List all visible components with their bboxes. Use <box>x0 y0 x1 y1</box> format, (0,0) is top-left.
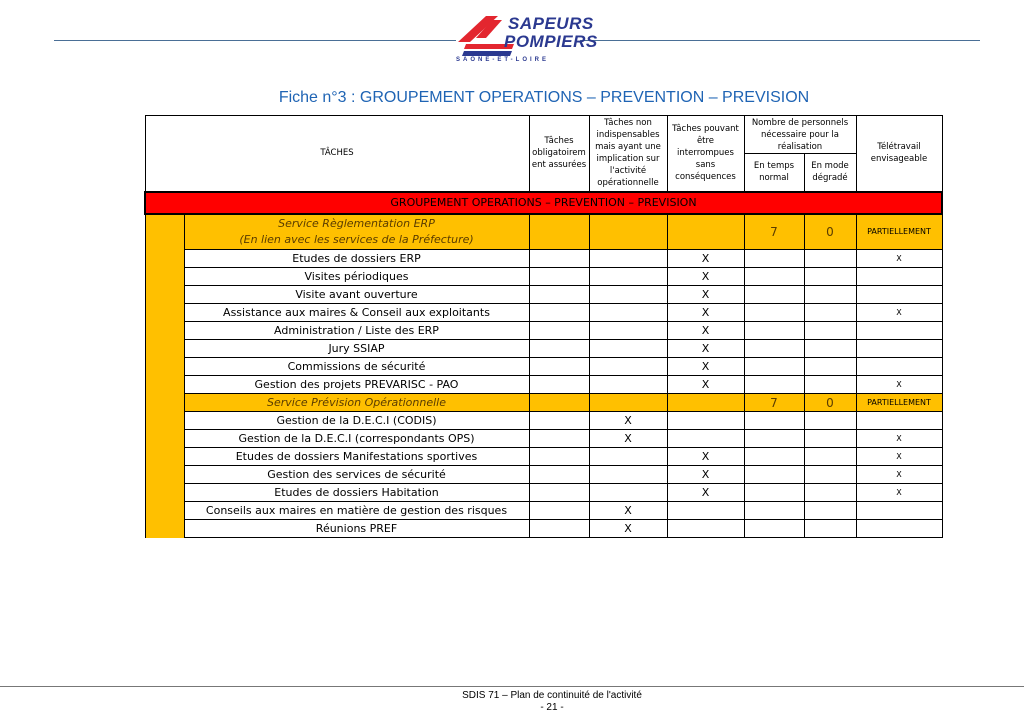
nonind-cell <box>589 322 667 340</box>
cell-empty <box>804 250 856 268</box>
task-name: Commissions de sécurité <box>184 358 529 376</box>
table-row <box>145 322 942 340</box>
page-number: - 21 - <box>540 702 564 713</box>
cell-empty <box>744 502 804 520</box>
group-row <box>145 192 942 214</box>
service-name-line2: (En lien avec les services de la Préfecture) <box>239 232 474 246</box>
table-row <box>145 466 942 484</box>
header-teletravail: Télétravail envisageable <box>856 116 942 192</box>
table-row <box>145 304 942 322</box>
interr-cell <box>667 430 744 448</box>
sdis-logo <box>452 12 598 70</box>
cell-empty <box>744 358 804 376</box>
nonind-cell <box>589 484 667 502</box>
task-name: Gestion de la D.E.C.I (CODIS) <box>184 412 529 430</box>
nonind-cell: X <box>589 520 667 538</box>
task-name: Etudes de dossiers Habitation <box>184 484 529 502</box>
header-taches: TÂCHES <box>145 116 529 192</box>
header-obligatoires: Tâches obligatoirem ent assurées <box>529 116 589 192</box>
obl-cell <box>529 376 589 394</box>
obl-cell <box>529 358 589 376</box>
tele-cell: X <box>856 304 942 322</box>
obl-cell <box>529 250 589 268</box>
service-name-line1: Service Règlementation ERP <box>278 216 435 230</box>
nonind-cell: X <box>589 412 667 430</box>
task-name: Administration / Liste des ERP <box>184 322 529 340</box>
task-name: Assistance aux maires & Conseil aux exploitants <box>184 304 529 322</box>
task-name: Conseils aux maires en matière de gestion des risques <box>184 502 529 520</box>
task-name: Etudes de dossiers Manifestations sportives <box>184 448 529 466</box>
cell-empty <box>529 394 589 412</box>
teletravail-value: PARTIELLEMENT <box>856 394 942 412</box>
cell-empty <box>589 394 667 412</box>
nonind-cell <box>589 358 667 376</box>
obl-cell <box>529 412 589 430</box>
tele-cell <box>856 268 942 286</box>
task-name: Gestion des projets PREVARISC - PAO <box>184 376 529 394</box>
tele-cell: X <box>856 466 942 484</box>
cell-empty <box>804 358 856 376</box>
obl-cell <box>529 286 589 304</box>
tele-cell <box>856 520 942 538</box>
tele-cell <box>856 340 942 358</box>
cell-empty <box>744 322 804 340</box>
cell-empty <box>744 466 804 484</box>
cell-empty <box>589 214 667 250</box>
header-row <box>145 116 942 154</box>
tele-cell <box>856 502 942 520</box>
cell-empty <box>744 448 804 466</box>
temps-normal-value: 7 <box>744 394 804 412</box>
interr-cell: X <box>667 286 744 304</box>
header-rule-left <box>54 40 456 41</box>
table-row <box>145 412 942 430</box>
nonind-cell <box>589 376 667 394</box>
tele-cell <box>856 358 942 376</box>
margin-cell <box>145 214 184 538</box>
teletravail-value: PARTIELLEMENT <box>856 214 942 250</box>
nonind-cell <box>589 466 667 484</box>
logo-text-pompiers: POMPIERS <box>504 32 598 51</box>
footer-text: SDIS 71 – Plan de continuité de l'activité <box>462 690 642 701</box>
table-row <box>145 268 942 286</box>
service-name-erp <box>184 214 529 250</box>
cell-empty <box>804 322 856 340</box>
obl-cell <box>529 268 589 286</box>
table-row <box>145 484 942 502</box>
table-row <box>145 520 942 538</box>
obl-cell <box>529 322 589 340</box>
page-title: Fiche n°3 : GROUPEMENT OPERATIONS – PREVENTION – PREVISION <box>278 89 810 106</box>
tele-cell: X <box>856 448 942 466</box>
nonind-cell <box>589 340 667 358</box>
cell-empty <box>804 340 856 358</box>
header-temps-normal: En temps normal <box>744 154 804 192</box>
cell-empty <box>804 304 856 322</box>
interr-cell <box>667 520 744 538</box>
header-non-indispensables: Tâches non indispensables mais ayant une implication sur l'activité opérationnelle <box>589 116 667 192</box>
tele-cell <box>856 286 942 304</box>
table-row <box>145 502 942 520</box>
cell-empty <box>744 250 804 268</box>
obl-cell <box>529 448 589 466</box>
task-name: Réunions PREF <box>184 520 529 538</box>
cell-empty <box>529 214 589 250</box>
obl-cell <box>529 484 589 502</box>
obl-cell <box>529 430 589 448</box>
cell-empty <box>804 430 856 448</box>
obl-cell <box>529 502 589 520</box>
cell-empty <box>744 340 804 358</box>
task-name: Gestion des services de sécurité <box>184 466 529 484</box>
interr-cell: X <box>667 466 744 484</box>
tele-cell: X <box>856 430 942 448</box>
table-row <box>145 286 942 304</box>
cell-empty <box>804 484 856 502</box>
tele-cell: X <box>856 484 942 502</box>
cell-empty <box>744 430 804 448</box>
cell-empty <box>804 502 856 520</box>
task-name: Gestion de la D.E.C.I (correspondants OPS) <box>184 430 529 448</box>
service-name-prevision: Service Prévision Opérationnelle <box>184 394 529 412</box>
cell-empty <box>804 268 856 286</box>
cell-empty <box>804 448 856 466</box>
logo-text-region: SAÔNE-ET-LOIRE <box>456 57 550 63</box>
task-name: Visites périodiques <box>184 268 529 286</box>
task-name: Jury SSIAP <box>184 340 529 358</box>
interr-cell: X <box>667 358 744 376</box>
obl-cell <box>529 304 589 322</box>
interr-cell: X <box>667 322 744 340</box>
nonind-cell <box>589 250 667 268</box>
header-rule-right <box>580 40 980 41</box>
interr-cell: X <box>667 250 744 268</box>
cell-empty <box>744 286 804 304</box>
obl-cell <box>529 466 589 484</box>
task-name: Etudes de dossiers ERP <box>184 250 529 268</box>
obl-cell <box>529 520 589 538</box>
nonind-cell <box>589 268 667 286</box>
task-name: Visite avant ouverture <box>184 286 529 304</box>
table-row <box>145 376 942 394</box>
tasks-table <box>144 115 943 538</box>
logo-text-sapeurs: SAPEURS <box>508 14 594 33</box>
service-row-prevision <box>145 394 942 412</box>
table-row <box>145 358 942 376</box>
mode-degrade-value: 0 <box>804 214 856 250</box>
cell-empty <box>744 412 804 430</box>
nonind-cell <box>589 448 667 466</box>
interr-cell: X <box>667 484 744 502</box>
cell-empty <box>804 376 856 394</box>
cell-empty <box>744 268 804 286</box>
temps-normal-value: 7 <box>744 214 804 250</box>
cell-empty <box>744 520 804 538</box>
nonind-cell: X <box>589 430 667 448</box>
interr-cell <box>667 412 744 430</box>
interr-cell <box>667 502 744 520</box>
header-interrompues: Tâches pouvant être interrompues sans conséquences <box>667 116 744 192</box>
table-row <box>145 430 942 448</box>
header-personnels: Nombre de personnels nécessaire pour la réalisation <box>744 116 856 154</box>
cell-empty <box>804 412 856 430</box>
tele-cell: X <box>856 250 942 268</box>
cell-empty <box>744 376 804 394</box>
cell-empty <box>804 520 856 538</box>
interr-cell: X <box>667 448 744 466</box>
cell-empty <box>667 394 744 412</box>
interr-cell: X <box>667 340 744 358</box>
cell-empty <box>667 214 744 250</box>
cell-empty <box>744 484 804 502</box>
cell-empty <box>804 466 856 484</box>
table-row <box>145 340 942 358</box>
interr-cell: X <box>667 376 744 394</box>
obl-cell <box>529 340 589 358</box>
footer-rule <box>0 686 1024 687</box>
interr-cell: X <box>667 268 744 286</box>
service-row-erp <box>145 214 942 250</box>
nonind-cell <box>589 304 667 322</box>
header-mode-degrade: En mode dégradé <box>804 154 856 192</box>
tele-cell: X <box>856 376 942 394</box>
table-row <box>145 250 942 268</box>
tele-cell <box>856 322 942 340</box>
interr-cell: X <box>667 304 744 322</box>
tele-cell <box>856 412 942 430</box>
group-label: GROUPEMENT OPERATIONS – PREVENTION – PREVISION <box>145 192 942 214</box>
cell-empty <box>744 304 804 322</box>
mode-degrade-value: 0 <box>804 394 856 412</box>
table-row <box>145 448 942 466</box>
cell-empty <box>804 286 856 304</box>
nonind-cell: X <box>589 502 667 520</box>
nonind-cell <box>589 286 667 304</box>
